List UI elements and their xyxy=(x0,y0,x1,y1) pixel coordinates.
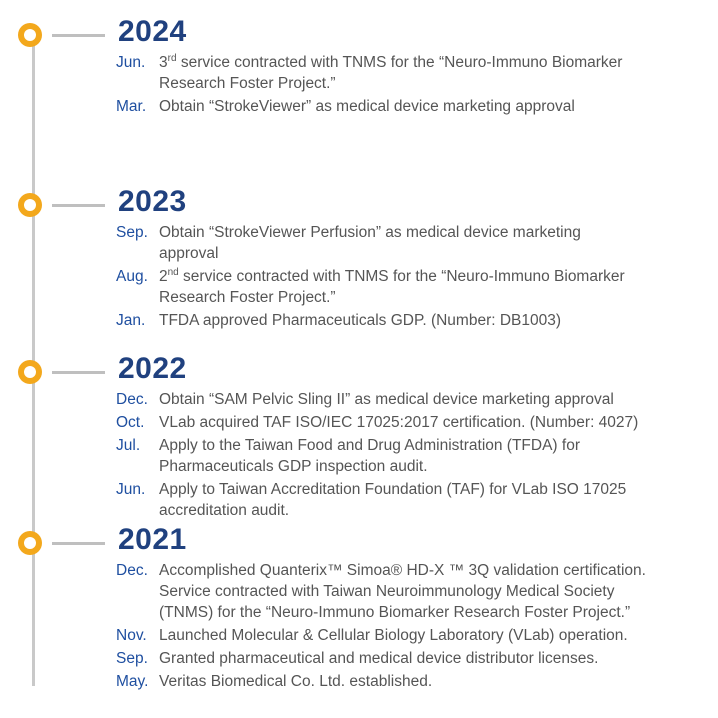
timeline-marker-icon xyxy=(18,360,42,384)
event-item xyxy=(0,222,718,264)
event-list xyxy=(0,52,718,119)
event-description xyxy=(159,52,711,94)
event-description-line: Research Foster Project.” xyxy=(159,289,336,306)
year-heading: 2024 xyxy=(118,15,187,48)
timeline-marker-icon xyxy=(18,23,42,47)
event-list xyxy=(0,222,718,333)
event-month: Sep. xyxy=(116,650,148,667)
event-description-line: Launched Molecular & Cellular Biology Laboratory (VLab) operation. xyxy=(159,627,628,644)
event-month: Jul. xyxy=(116,437,141,454)
event-description-line: 2nd service contracted with TNMS for the “Neuro-Immuno Biomarker xyxy=(159,266,625,285)
event-description xyxy=(159,222,711,264)
year-heading: 2022 xyxy=(118,352,187,385)
event-description xyxy=(159,266,711,308)
event-month: Mar. xyxy=(116,98,147,115)
event-description-line: (TNMS) for the “Neuro-Immuno Biomarker Research Foster Project.” xyxy=(159,604,631,621)
event-list xyxy=(0,560,718,694)
event-description-line: Service contracted with Taiwan Neuroimmunology Medical Society xyxy=(159,583,615,600)
event-description-line: Research Foster Project.” xyxy=(159,75,336,92)
event-month: Jun. xyxy=(116,481,146,498)
timeline-connector xyxy=(52,204,105,207)
event-item xyxy=(0,96,718,117)
event-item xyxy=(0,52,718,94)
event-month: Jan. xyxy=(116,312,146,329)
event-month: May. xyxy=(116,673,149,690)
year-heading: 2021 xyxy=(118,523,187,556)
event-description-line: Granted pharmaceutical and medical device distributor licenses. xyxy=(159,650,599,667)
event-description-line: Apply to the Taiwan Food and Drug Administration (TFDA) for xyxy=(159,437,580,454)
event-item xyxy=(0,479,718,521)
event-description xyxy=(159,625,711,646)
timeline-connector xyxy=(52,371,105,374)
timeline-connector xyxy=(52,34,105,37)
event-item xyxy=(0,560,718,623)
event-description xyxy=(159,435,711,477)
event-description xyxy=(159,412,711,433)
year-heading: 2023 xyxy=(118,185,187,218)
event-list xyxy=(0,389,718,523)
event-item xyxy=(0,648,718,669)
event-description-line: 3rd service contracted with TNMS for the “Neuro-Immuno Biomarker xyxy=(159,52,623,71)
event-item xyxy=(0,671,718,692)
timeline-connector xyxy=(52,542,105,545)
event-description-line: Pharmaceuticals GDP inspection audit. xyxy=(159,458,428,475)
event-month: Jun. xyxy=(116,54,146,71)
event-item xyxy=(0,389,718,410)
timeline-marker-icon xyxy=(18,531,42,555)
event-description xyxy=(159,671,711,692)
event-item xyxy=(0,435,718,477)
event-description-line: Obtain “SAM Pelvic Sling II” as medical device marketing approval xyxy=(159,391,614,408)
event-description xyxy=(159,310,711,331)
event-month: Nov. xyxy=(116,627,147,644)
event-description-line: accreditation audit. xyxy=(159,502,290,519)
event-month: Dec. xyxy=(116,562,148,579)
event-item xyxy=(0,266,718,308)
timeline-marker-icon xyxy=(18,193,42,217)
event-item xyxy=(0,412,718,433)
event-description xyxy=(159,96,711,117)
event-month: Oct. xyxy=(116,414,145,431)
event-month: Sep. xyxy=(116,224,148,241)
event-description xyxy=(159,648,711,669)
event-description-line: Apply to Taiwan Accreditation Foundation (TAF) for VLab ISO 17025 xyxy=(159,481,627,498)
event-description-line: approval xyxy=(159,245,219,262)
event-description xyxy=(159,389,711,410)
event-item xyxy=(0,310,718,331)
event-month: Aug. xyxy=(116,268,148,285)
event-description-line: Obtain “StrokeViewer” as medical device marketing approval xyxy=(159,98,575,115)
event-description-line: Accomplished Quanterix™ Simoa® HD-X ™ 3Q validation certification. xyxy=(159,562,646,579)
event-description xyxy=(159,560,711,623)
event-description-line: TFDA approved Pharmaceuticals GDP. (Number: DB1003) xyxy=(159,312,562,329)
event-description-line: VLab acquired TAF ISO/IEC 17025:2017 certification. (Number: 4027) xyxy=(159,414,639,431)
event-description-line: Veritas Biomedical Co. Ltd. established. xyxy=(159,673,433,690)
event-item xyxy=(0,625,718,646)
event-description xyxy=(159,479,711,521)
event-description-line: Obtain “StrokeViewer Perfusion” as medical device marketing xyxy=(159,224,581,241)
event-month: Dec. xyxy=(116,391,148,408)
